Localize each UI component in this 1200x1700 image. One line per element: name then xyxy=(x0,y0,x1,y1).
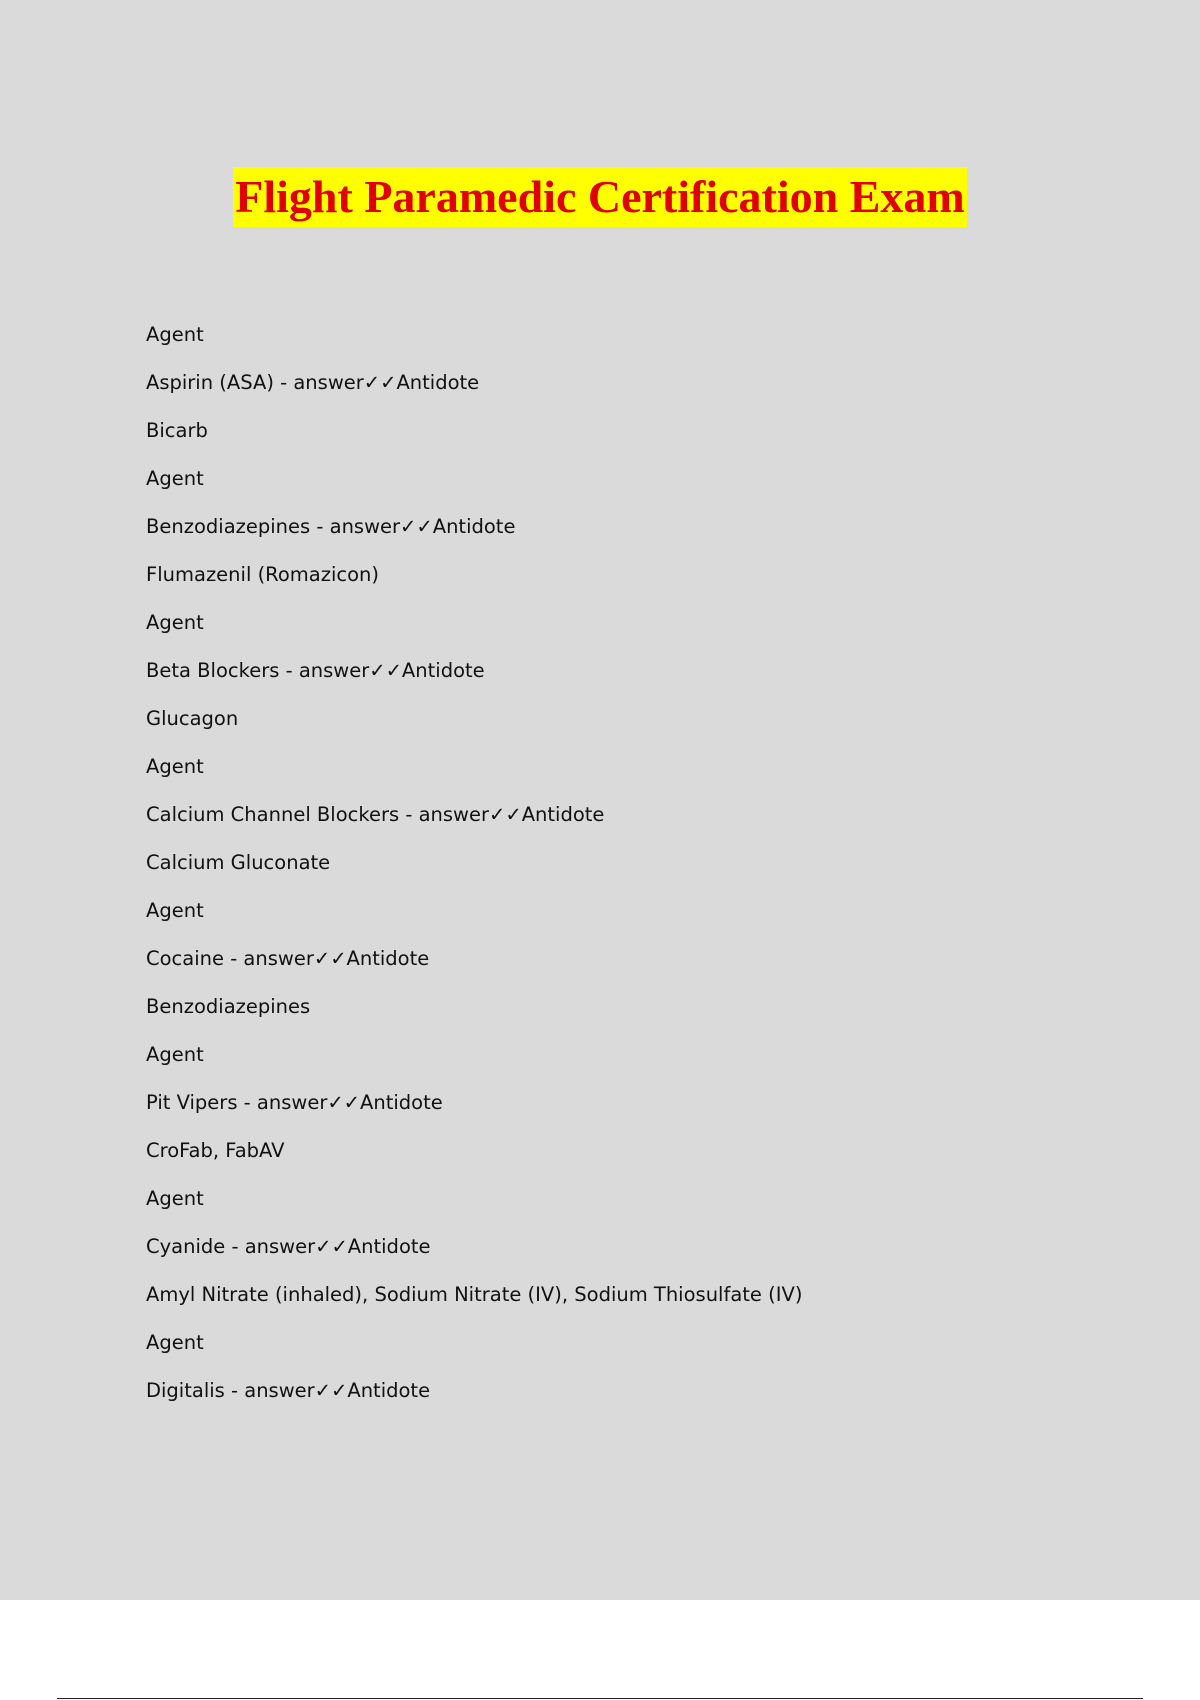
content-line: Cyanide - answer✓✓Antidote xyxy=(146,1235,431,1258)
content-line: Calcium Gluconate xyxy=(146,851,331,874)
content-line: Glucagon xyxy=(146,707,239,730)
content-line: Beta Blockers - answer✓✓Antidote xyxy=(146,659,485,682)
content-line: Benzodiazepines xyxy=(146,995,311,1018)
content-line: Agent xyxy=(146,1331,204,1354)
content-line: Pit Vipers - answer✓✓Antidote xyxy=(146,1091,443,1114)
content-line: Agent xyxy=(146,755,204,778)
title-container xyxy=(0,167,1200,227)
content-line: CroFab, FabAV xyxy=(146,1139,285,1162)
content-line: Aspirin (ASA) - answer✓✓Antidote xyxy=(146,371,480,394)
content-line: Agent xyxy=(146,611,204,634)
footer-divider xyxy=(57,1698,1143,1699)
content-line: Digitalis - answer✓✓Antidote xyxy=(146,1379,431,1402)
document-title: Flight Paramedic Certification Exam xyxy=(233,167,966,227)
content-line: Benzodiazepines - answer✓✓Antidote xyxy=(146,515,516,538)
content-line: Agent xyxy=(146,1043,204,1066)
content-line: Flumazenil (Romazicon) xyxy=(146,563,379,586)
content-line: Calcium Channel Blockers - answer✓✓Antidote xyxy=(146,803,605,826)
content-line: Agent xyxy=(146,323,204,346)
content-line: Agent xyxy=(146,467,204,490)
content-line: Agent xyxy=(146,1187,204,1210)
content-line: Cocaine - answer✓✓Antidote xyxy=(146,947,430,970)
content-line: Agent xyxy=(146,899,204,922)
content-line: Bicarb xyxy=(146,419,208,442)
content-list xyxy=(146,322,802,1426)
content-line: Amyl Nitrate (inhaled), Sodium Nitrate (IV), Sodium Thiosulfate (IV) xyxy=(146,1283,803,1306)
